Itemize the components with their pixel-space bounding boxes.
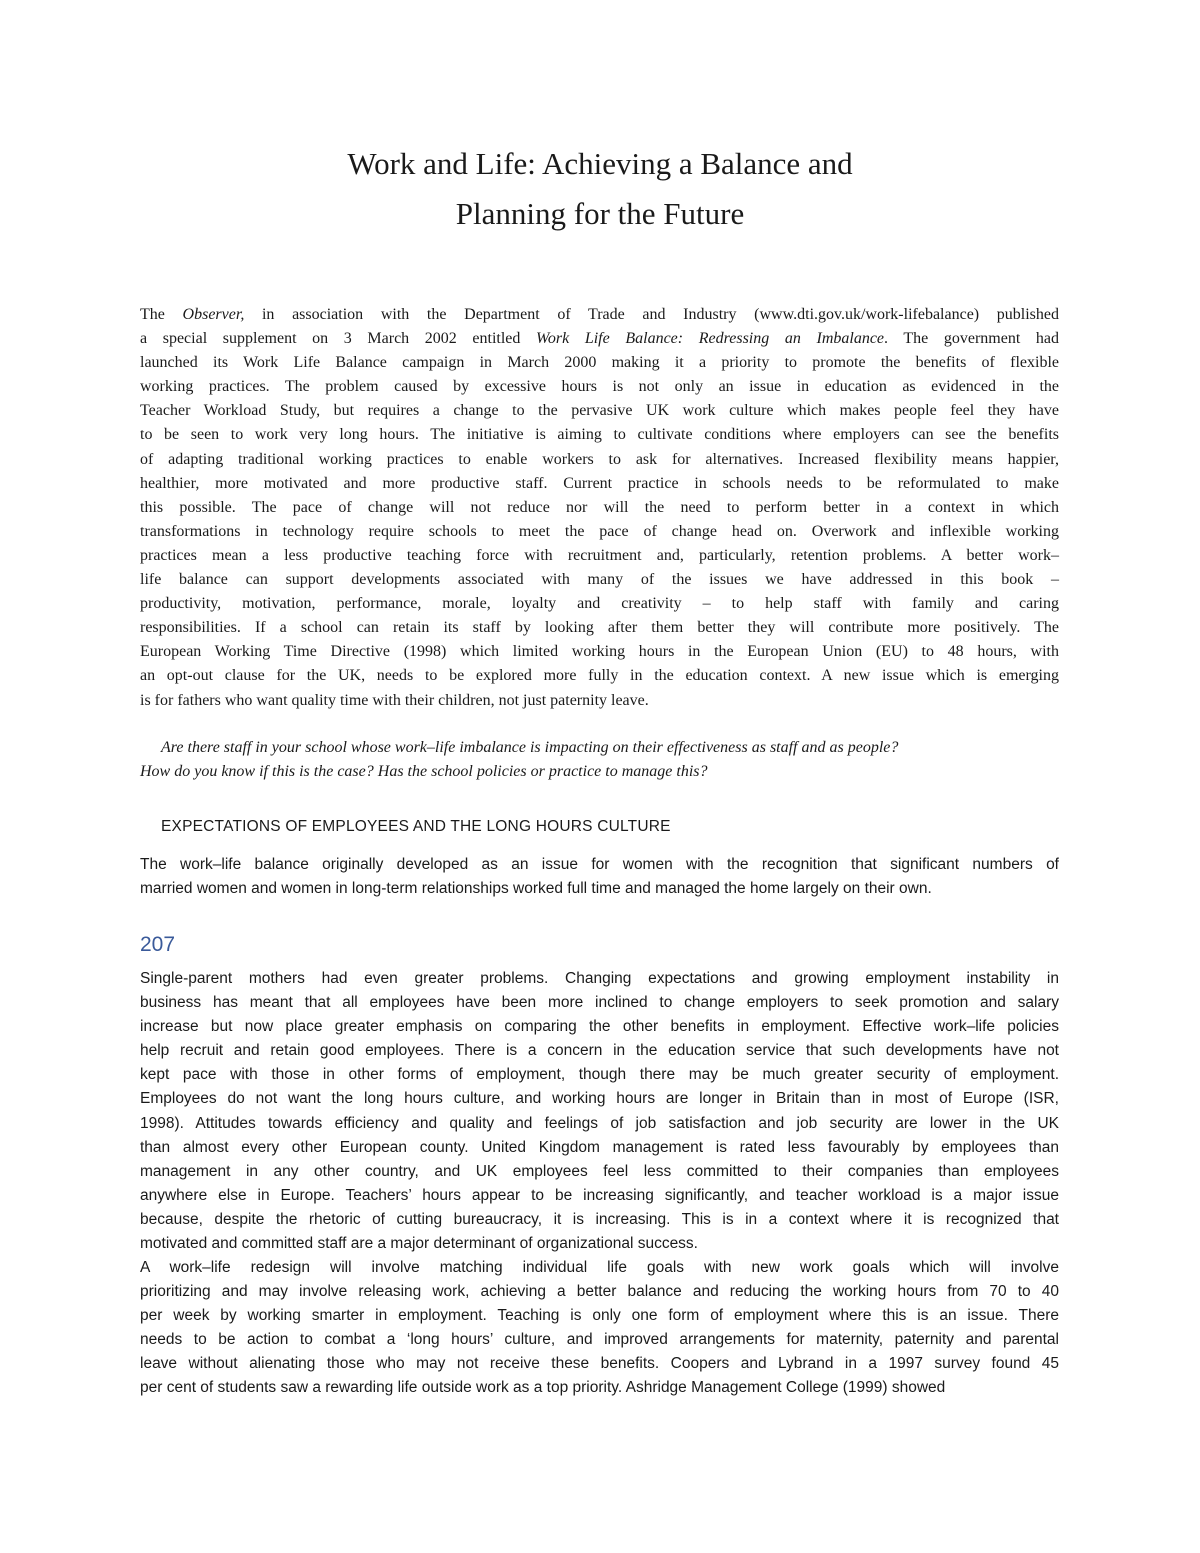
text-line: this possible. The pace of change will not reduce nor will the need to perform better in a context in which <box>140 498 1059 516</box>
page-title-line-2: Planning for the Future <box>455 196 745 231</box>
text-run: The <box>140 306 183 323</box>
text-line: The work–life balance originally developed as an issue for women with the recognition that significant numbers of <box>140 856 1059 873</box>
text-line: management in any other country, and UK employees feel less committed to their companies than employees <box>140 1162 1059 1180</box>
section-paragraph <box>140 853 1059 901</box>
text-line: anywhere else in Europe. Teachers’ hours appear to be increasing significantly, and teacher workload is a major issue <box>140 1186 1059 1204</box>
page-title-line-1: Work and Life: Achieving a Balance and <box>347 146 853 181</box>
reflection-question <box>140 736 1059 784</box>
text-line: European Working Time Directive (1998) which limited working hours in the European Union (EU) to 48 hours, with <box>140 643 1059 661</box>
text-line: per cent of students saw a rewarding life outside work as a top priority. Ashridge Management College (1999) showed <box>140 1379 946 1397</box>
text-line: launched its Work Life Balance campaign in March 2000 making it a priority to promote the benefits of flexible <box>140 354 1059 372</box>
section-heading: EXPECTATIONS OF EMPLOYEES AND THE LONG HOURS CULTURE <box>161 818 671 835</box>
text-line: because, despite the rhetoric of cutting bureaucracy, it is increasing. This is in a context where it is recognized that <box>140 1210 1059 1228</box>
text-line: leave without alienating those who may not receive these benefits. Coopers and Lybrand in a 1997 survey found 45 <box>140 1355 1059 1373</box>
text-line: life balance can support developments associated with many of the issues we have addressed in this book – <box>140 571 1059 589</box>
text-line: is for fathers who want quality time with their children, not just paternity leave. <box>140 691 649 709</box>
text-line: prioritizing and may involve releasing work, achieving a better balance and reducing the working hours from 70 to 40 <box>140 1283 1059 1301</box>
text-run: . The government had <box>884 330 1060 348</box>
text-line: per week by working smarter in employment. Teaching is only one form of employment where this is an issue. There <box>140 1307 1059 1325</box>
text-line: Employees do not want the long hours culture, and working hours are longer in Britain than in most of Europe (ISR, <box>140 1090 1059 1108</box>
text-line: an opt-out clause for the UK, needs to be explored more fully in the education context. A new issue which is emerging <box>140 667 1059 685</box>
intro-paragraph <box>140 303 1059 713</box>
text-line <box>140 327 1059 351</box>
text-line: responsibilities. If a school can retain its staff by looking after them better they will contribute more positively. The <box>140 619 1059 637</box>
text-line: practices mean a less productive teaching force with recruitment and, particularly, retention problems. A better work– <box>140 546 1059 564</box>
text-line: help recruit and retain good employees. There is a concern in the education service that such developments have not <box>140 1042 1059 1060</box>
text-run: a special supplement on 3 March 2002 entitled <box>140 330 537 348</box>
text-line: transformations in technology require schools to meet the pace of change head on. Overwork and inflexible working <box>140 522 1059 540</box>
question-line: Are there staff in your school whose work–life imbalance is impacting on their effectiveness as staff and as people? <box>161 739 899 756</box>
question-line: How do you know if this is the case? Has the school policies or practice to manage this? <box>140 763 708 780</box>
text-line: needs to be action to combat a ‘long hours’ culture, and improved arrangements for maternity, paternity and parental <box>140 1331 1059 1349</box>
text-line: kept pace with those in other forms of employment, though there may be much greater security of employment. <box>140 1066 1059 1084</box>
text-line: motivated and committed staff are a major determinant of organizational success. <box>140 1235 698 1253</box>
page-number: 207 <box>140 933 176 956</box>
text-line: business has meant that all employees have been more inclined to change employers to seek promotion and salary <box>140 994 1059 1012</box>
body-paragraph-1 <box>140 967 1059 1256</box>
italic-text: Observer, <box>182 306 245 323</box>
text-run: in association with the Department of Trade and Industry (www.dti.gov.uk/work-lifebalance) published <box>244 306 1060 323</box>
text-line: Single-parent mothers had even greater problems. Changing expectations and growing employment instability in <box>140 970 1059 987</box>
text-line: 1998). Attitudes towards efficiency and quality and feelings of job satisfaction and job security are lower in the UK <box>140 1114 1059 1132</box>
text-line: working practices. The problem caused by excessive hours is not only an issue in education as evidenced in the <box>140 378 1059 396</box>
text-line: Teacher Workload Study, but requires a change to the pervasive UK work culture which makes people feel they have <box>140 402 1059 420</box>
body-paragraph-2 <box>140 1256 1059 1401</box>
text-line: productivity, motivation, performance, morale, loyalty and creativity – to help staff with family and caring <box>140 595 1059 613</box>
text-line: married women and women in long-term relationships worked full time and managed the home largely on their own. <box>140 880 932 898</box>
text-line: of adapting traditional working practices to enable workers to ask for alternatives. Increased flexibility means happier, <box>140 450 1059 468</box>
text-line: than almost every other European county. United Kingdom management is rated less favourably by employees than <box>140 1138 1059 1156</box>
text-line: healthier, more motivated and more productive staff. Current practice in schools needs to be reformulated to make <box>140 474 1059 492</box>
text-line: increase but now place greater emphasis on comparing the other benefits in employment. Effective work–life policies <box>140 1018 1059 1036</box>
text-line: to be seen to work very long hours. The initiative is aiming to cultivate conditions where employers can see the benefits <box>140 426 1059 444</box>
text-line <box>140 303 1059 327</box>
text-line: A work–life redesign will involve matching individual life goals with new work goals which will involve <box>140 1259 1059 1276</box>
italic-text: Work Life Balance: Redressing an Imbalance <box>536 330 885 348</box>
